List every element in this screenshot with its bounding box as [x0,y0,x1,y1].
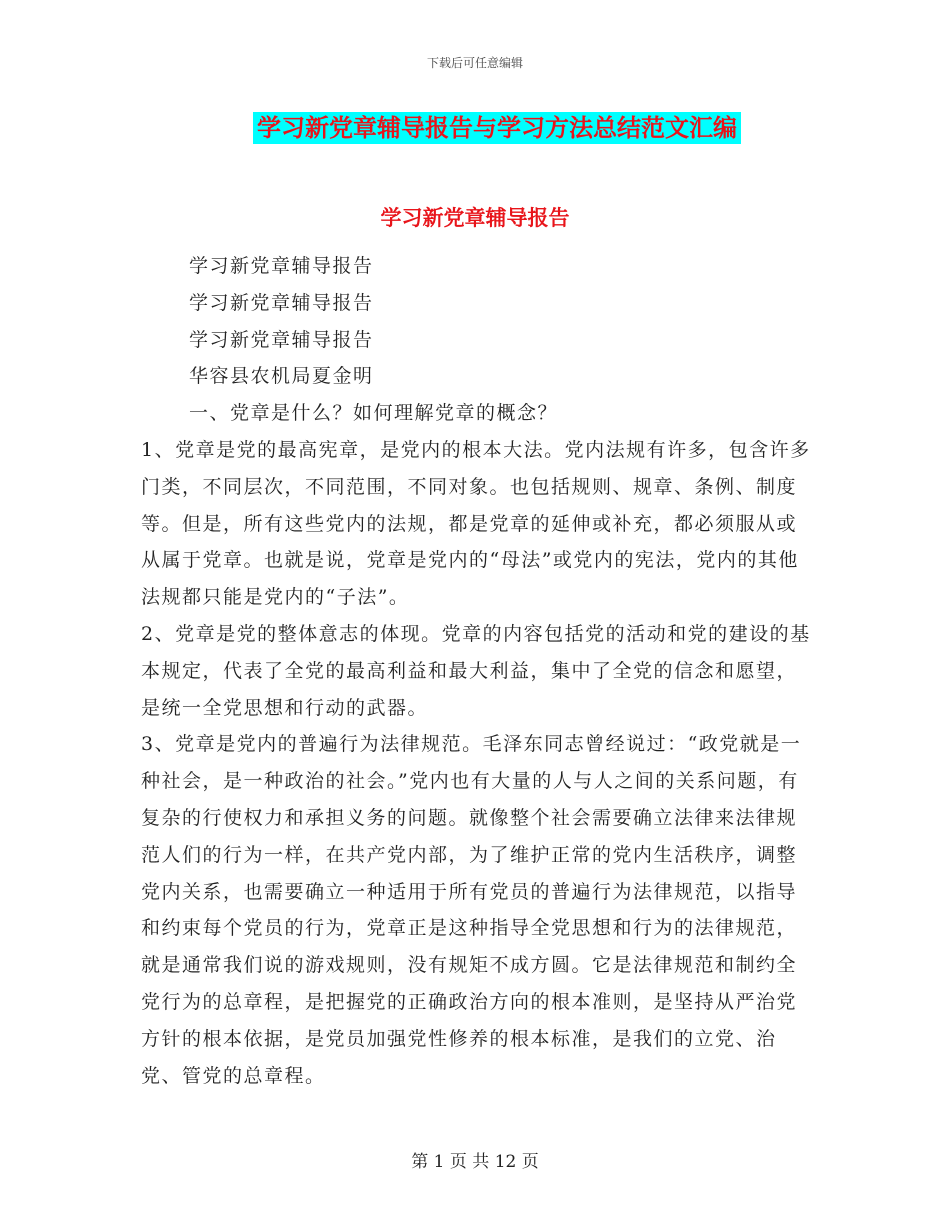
intro-line: 学习新党章辅导报告 [189,255,374,277]
section-title: 学习新党章辅导报告 [380,206,570,230]
paragraph: 1、党章是党的最高宪章，是党内的根本大法。党内法规有许多，包含许多门类，不同层次，不同范围，不同对象。也包括规则、规章、条例、制度等。但是，所有这些党内的法规，都是党章的延伸或补充，都必须服从或从属于党章。也就是说，党章是党内的“母法”或党内的宪法，党内的其他法规都只能是党内的“子法”。 [141,438,811,609]
header-note: 下载后可任意编辑 [426,56,523,70]
page-footer: 第 1 页 共 12 页 [411,1152,539,1172]
question-heading: 一、党章是什么？如何理解党章的概念？ [189,402,559,425]
intro-line: 学习新党章辅导报告 [189,328,374,351]
document-body [141,248,811,1094]
intro-line: 学习新党章辅导报告 [189,291,374,314]
main-title: 学习新党章辅导报告与学习方法总结范文汇编 [253,112,741,144]
main-title-container [0,112,950,144]
paragraph: 2、党章是党的整体意志的体现。党章的内容包括党的活动和党的建设的基本规定，代表了全党的最高利益和最大利益，集中了全党的信念和愿望，是统一全党思想和行动的武器。 [141,622,811,719]
paragraph: 3、党章是党内的普遍行为法律规范。毛泽东同志曾经说过：“政党就是一种社会，是一种政治的社会。”党内也有大量的人与人之间的关系问题，有复杂的行使权力和承担义务的问题。就像整个社会需要确立法律来法律规范人们的行为一样，在共产党内部，为了维护正常的党内生活秩序，调整党内关系，也需要确立一种适用于所有党员的普遍行为法律规范，以指导和约束每个党员的行为，党章正是这种指导全党思想和行为的法律规范，就是通常我们说的游戏规则，没有规矩不成方圆。它是法律规范和制约全党行为的总章程，是把握党的正确政治方向的根本准则，是坚持从严治党方针的根本依据，是党员加强党性修养的根本标准，是我们的立党、治党、管党的总章程。 [141,733,802,1087]
author-line: 华容县农机局夏金明 [189,365,374,388]
